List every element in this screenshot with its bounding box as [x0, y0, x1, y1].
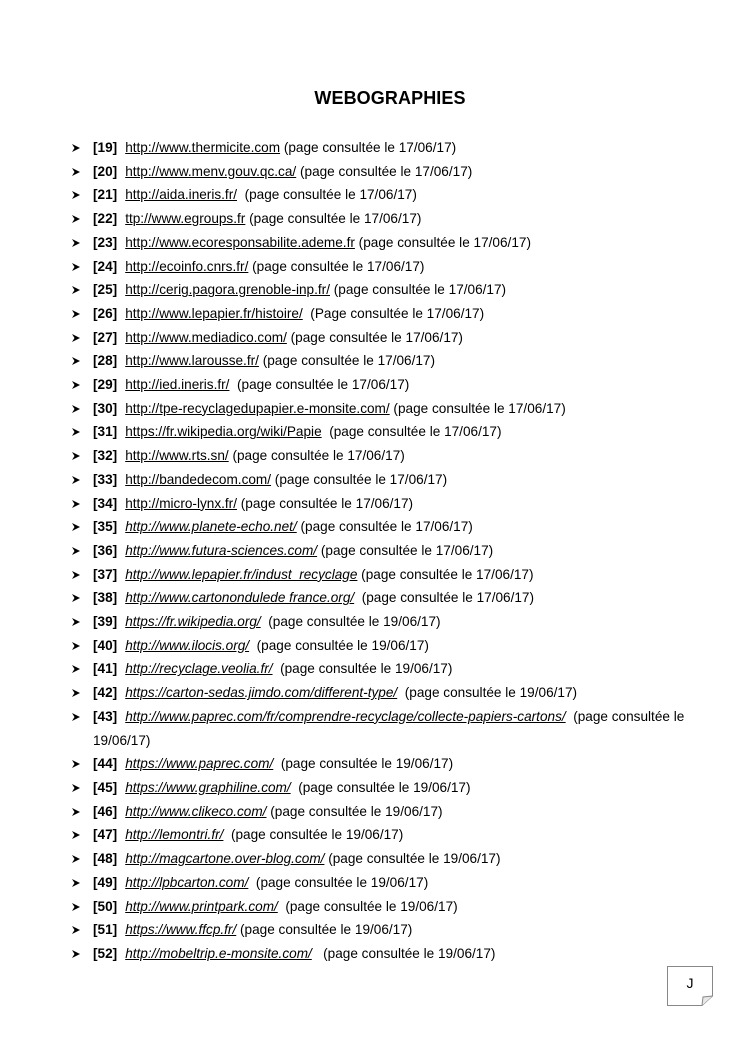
- reference-number: [27]: [93, 329, 118, 345]
- reference-number: [49]: [93, 874, 118, 890]
- reference-number: [38]: [93, 590, 118, 606]
- reference-item: [71, 800, 711, 824]
- reference-number: [50]: [93, 898, 118, 914]
- reference-item: [71, 681, 711, 705]
- reference-item: [71, 610, 711, 634]
- arrow-bullet-icon: [71, 657, 83, 681]
- reference-item: [71, 634, 711, 658]
- reference-item: [71, 847, 711, 871]
- reference-number: [43]: [93, 708, 118, 724]
- consultation-date: (page consultée le 17/06/17): [271, 471, 448, 487]
- reference-number: [31]: [93, 424, 118, 440]
- page-number-box: [667, 966, 713, 1006]
- reference-item: [71, 492, 711, 516]
- consultation-date: (page consultée le 19/06/17): [273, 756, 454, 772]
- consultation-date: (page consultée le 19/06/17): [397, 685, 578, 701]
- reference-link[interactable]: http://lemontri.fr/: [125, 827, 224, 843]
- reference-item: [71, 586, 711, 610]
- reference-item: [71, 563, 711, 587]
- reference-number: [20]: [93, 163, 118, 179]
- reference-link[interactable]: http://www.lepapier.fr/indust_recyclage: [125, 566, 358, 582]
- consultation-date: (page consultée le 17/06/17): [329, 282, 507, 298]
- reference-item: [71, 326, 711, 350]
- reference-item: [71, 918, 711, 942]
- arrow-bullet-icon: [71, 515, 83, 539]
- arrow-bullet-icon: [71, 420, 83, 444]
- arrow-bullet-icon: [71, 847, 83, 871]
- arrow-bullet-icon: [71, 800, 83, 824]
- reference-link[interactable]: http://www.cartonondulede france.org/: [125, 590, 355, 606]
- reference-number: [21]: [93, 187, 118, 203]
- arrow-bullet-icon: [71, 231, 83, 255]
- reference-number: [37]: [93, 566, 118, 582]
- consultation-date: (page consultée le 19/06/17): [249, 637, 429, 653]
- reference-number: [22]: [93, 211, 118, 227]
- consultation-date: (page consultée le 19/06/17): [236, 922, 413, 938]
- reference-link[interactable]: https://carton-sedas.jimdo.com/different-type/: [125, 685, 398, 701]
- arrow-bullet-icon: [71, 207, 83, 231]
- reference-number: [23]: [93, 234, 118, 250]
- arrow-bullet-icon: [71, 326, 83, 350]
- reference-item: [71, 231, 711, 255]
- arrow-bullet-icon: [71, 492, 83, 516]
- reference-number: [47]: [93, 827, 118, 843]
- reference-item: [71, 373, 711, 397]
- arrow-bullet-icon: [71, 160, 83, 184]
- consultation-date: (page consultée le 19/06/17): [277, 898, 458, 914]
- consultation-date: (page consultée le 17/06/17): [321, 424, 502, 440]
- consultation-date: (page consultée le: [565, 708, 685, 724]
- reference-link[interactable]: http://www.larousse.fr/: [125, 353, 259, 369]
- consultation-date: (page consultée le 17/06/17): [258, 353, 436, 369]
- consultation-date: (page consultée le 17/06/17): [317, 542, 494, 558]
- reference-item: [71, 136, 711, 160]
- reference-number: [35]: [93, 519, 118, 535]
- arrow-bullet-icon: [71, 444, 83, 468]
- reference-link[interactable]: https://www.graphiline.com/: [125, 779, 291, 795]
- reference-link[interactable]: http://www.planete-echo.net/: [125, 519, 297, 535]
- reference-link[interactable]: http://www.clikeco.com/: [125, 803, 267, 819]
- reference-number: [42]: [93, 685, 118, 701]
- reference-number: [36]: [93, 542, 118, 558]
- reference-number: [33]: [93, 471, 118, 487]
- reference-item: [71, 871, 711, 895]
- arrow-bullet-icon: [71, 278, 83, 302]
- reference-item: [71, 278, 711, 302]
- reference-number: [26]: [93, 305, 118, 321]
- reference-number: [30]: [93, 400, 118, 416]
- reference-link[interactable]: http://aida.ineris.fr/: [125, 187, 238, 203]
- reference-number: [41]: [93, 661, 118, 677]
- reference-number: [28]: [93, 353, 118, 369]
- consultation-date: (page consultée le 17/06/17): [237, 187, 417, 203]
- reference-link[interactable]: http://lpbcarton.com/: [125, 874, 249, 890]
- reference-link[interactable]: http://ied.ineris.fr/: [125, 377, 230, 393]
- reference-number: [34]: [93, 495, 118, 511]
- arrow-bullet-icon: [71, 255, 83, 279]
- reference-number: [45]: [93, 779, 118, 795]
- reference-link[interactable]: http://ecoinfo.cnrs.fr/: [125, 258, 249, 274]
- arrow-bullet-icon: [71, 302, 83, 326]
- arrow-bullet-icon: [71, 183, 83, 207]
- arrow-bullet-icon: [71, 539, 83, 563]
- consultation-date: (page consultée le 17/06/17): [354, 234, 531, 250]
- reference-item: [71, 397, 711, 421]
- reference-link[interactable]: http://tpe-recyclagedupapier.e-monsite.com/: [125, 400, 390, 416]
- reference-number: [32]: [93, 448, 118, 464]
- reference-item: [71, 823, 711, 847]
- reference-item: [71, 444, 711, 468]
- consultation-date: (page consultée le 19/06/17): [311, 945, 496, 961]
- reference-link[interactable]: http://www.lepapier.fr/histoire/: [125, 305, 303, 321]
- reference-link[interactable]: https://www.ffcp.fr/: [125, 922, 237, 938]
- consultation-date-continued: 19/06/17): [93, 732, 151, 748]
- reference-link[interactable]: ttp://www.egroups.fr: [125, 211, 246, 227]
- consultation-date: (page consultée le 17/06/17): [354, 590, 535, 606]
- consultation-date: (page consultée le 19/06/17): [260, 614, 441, 630]
- reference-number: [24]: [93, 258, 118, 274]
- consultation-date: (page consultée le 17/06/17): [286, 329, 463, 345]
- consultation-date: (page consultée le 17/06/17): [357, 566, 534, 582]
- reference-item: [71, 752, 711, 776]
- consultation-date: (page consultée le 17/06/17): [228, 448, 405, 464]
- reference-link[interactable]: http://www.thermicite.com: [125, 140, 281, 155]
- reference-link[interactable]: http://micro-lynx.fr/: [125, 495, 237, 511]
- arrow-bullet-icon: [71, 397, 83, 421]
- reference-number: [46]: [93, 803, 118, 819]
- consultation-date: (Page consultée le 17/06/17): [302, 305, 485, 321]
- consultation-date: (page consultée le 19/06/17): [248, 874, 429, 890]
- reference-item: [71, 895, 711, 919]
- reference-link[interactable]: https://fr.wikipedia.org/wiki/Papie: [125, 424, 322, 440]
- reference-number: [39]: [93, 614, 118, 630]
- reference-link[interactable]: http://www.mediadico.com/: [125, 329, 287, 345]
- consultation-date: (page consultée le 17/06/17): [296, 163, 473, 179]
- consultation-date: (page consultée le 17/06/17): [245, 211, 422, 227]
- reference-link[interactable]: http://www.futura-sciences.com/: [125, 542, 318, 558]
- consultation-date: (page consultée le 17/06/17): [389, 400, 566, 416]
- reference-item: [71, 468, 711, 492]
- reference-link[interactable]: http://recyclage.veolia.fr/: [125, 661, 273, 677]
- reference-link[interactable]: http://www.ilocis.org/: [125, 637, 250, 653]
- reference-item: [71, 302, 711, 326]
- reference-item: [71, 349, 711, 373]
- arrow-bullet-icon: [71, 373, 83, 397]
- reference-item: [71, 160, 711, 184]
- consultation-date: (page consultée le 17/06/17): [236, 495, 414, 511]
- reference-link[interactable]: http://www.menv.gouv.qc.ca/: [125, 163, 297, 179]
- consultation-date: (page consultée le 19/06/17): [272, 661, 453, 677]
- consultation-date: (page consultée le 17/06/17): [248, 258, 425, 274]
- consultation-date: (page consultée le 17/06/17): [296, 519, 473, 535]
- consultation-date: (page consultée le 17/06/17): [280, 140, 457, 155]
- consultation-date: (page consultée le 19/06/17): [324, 851, 501, 867]
- reference-link[interactable]: http://www.rts.sn/: [125, 448, 229, 464]
- reference-link[interactable]: http://www.printpark.com/: [125, 898, 278, 914]
- consultation-date: (page consultée le 19/06/17): [290, 779, 471, 795]
- reference-link[interactable]: http://bandedecom.com/: [125, 471, 272, 487]
- reference-list: [71, 136, 711, 966]
- reference-number: [29]: [93, 377, 118, 393]
- arrow-bullet-icon: [71, 776, 83, 800]
- reference-item: [71, 942, 711, 966]
- arrow-bullet-icon: [71, 349, 83, 373]
- reference-item: [71, 183, 711, 207]
- arrow-bullet-icon: [71, 681, 83, 705]
- arrow-bullet-icon: [71, 871, 83, 895]
- arrow-bullet-icon: [71, 705, 83, 729]
- reference-link[interactable]: http://cerig.pagora.grenoble-inp.fr/: [125, 282, 330, 298]
- arrow-bullet-icon: [71, 634, 83, 658]
- reference-number: [51]: [93, 922, 118, 938]
- arrow-bullet-icon: [71, 610, 83, 634]
- reference-item: [71, 657, 711, 681]
- reference-item: [71, 255, 711, 279]
- arrow-bullet-icon: [71, 136, 83, 160]
- arrow-bullet-icon: [71, 563, 83, 587]
- arrow-bullet-icon: [71, 823, 83, 847]
- reference-item: [71, 207, 711, 231]
- reference-link[interactable]: http://magcartone.over-blog.com/: [125, 851, 325, 867]
- reference-link[interactable]: http://www.ecoresponsabilite.ademe.fr: [125, 234, 355, 250]
- reference-item: [71, 539, 711, 563]
- reference-item: [71, 420, 711, 444]
- consultation-date: (page consultée le 19/06/17): [223, 827, 404, 843]
- arrow-bullet-icon: [71, 895, 83, 919]
- reference-item: [71, 776, 711, 800]
- reference-link[interactable]: http://mobeltrip.e-monsite.com/: [125, 945, 312, 961]
- page-number: J: [686, 975, 694, 991]
- consultation-date: (page consultée le 19/06/17): [266, 803, 443, 819]
- reference-item: [71, 515, 711, 539]
- reference-number: [52]: [93, 945, 118, 961]
- reference-number: [19]: [93, 140, 118, 155]
- arrow-bullet-icon: [71, 468, 83, 492]
- reference-item: [71, 705, 711, 752]
- reference-number: [48]: [93, 851, 118, 867]
- reference-number: [44]: [93, 756, 118, 772]
- reference-link[interactable]: https://www.paprec.com/: [125, 756, 274, 772]
- reference-number: [25]: [93, 282, 118, 298]
- consultation-date: (page consultée le 17/06/17): [229, 377, 410, 393]
- reference-number: [40]: [93, 637, 118, 653]
- arrow-bullet-icon: [71, 586, 83, 610]
- arrow-bullet-icon: [71, 918, 83, 942]
- reference-link[interactable]: http://www.paprec.com/fr/comprendre-recyclage/collecte-papiers-cartons/: [125, 708, 566, 724]
- page-title: WEBOGRAPHIES: [314, 88, 466, 108]
- reference-link[interactable]: https://fr.wikipedia.org/: [125, 614, 261, 630]
- arrow-bullet-icon: [71, 942, 83, 966]
- arrow-bullet-icon: [71, 752, 83, 776]
